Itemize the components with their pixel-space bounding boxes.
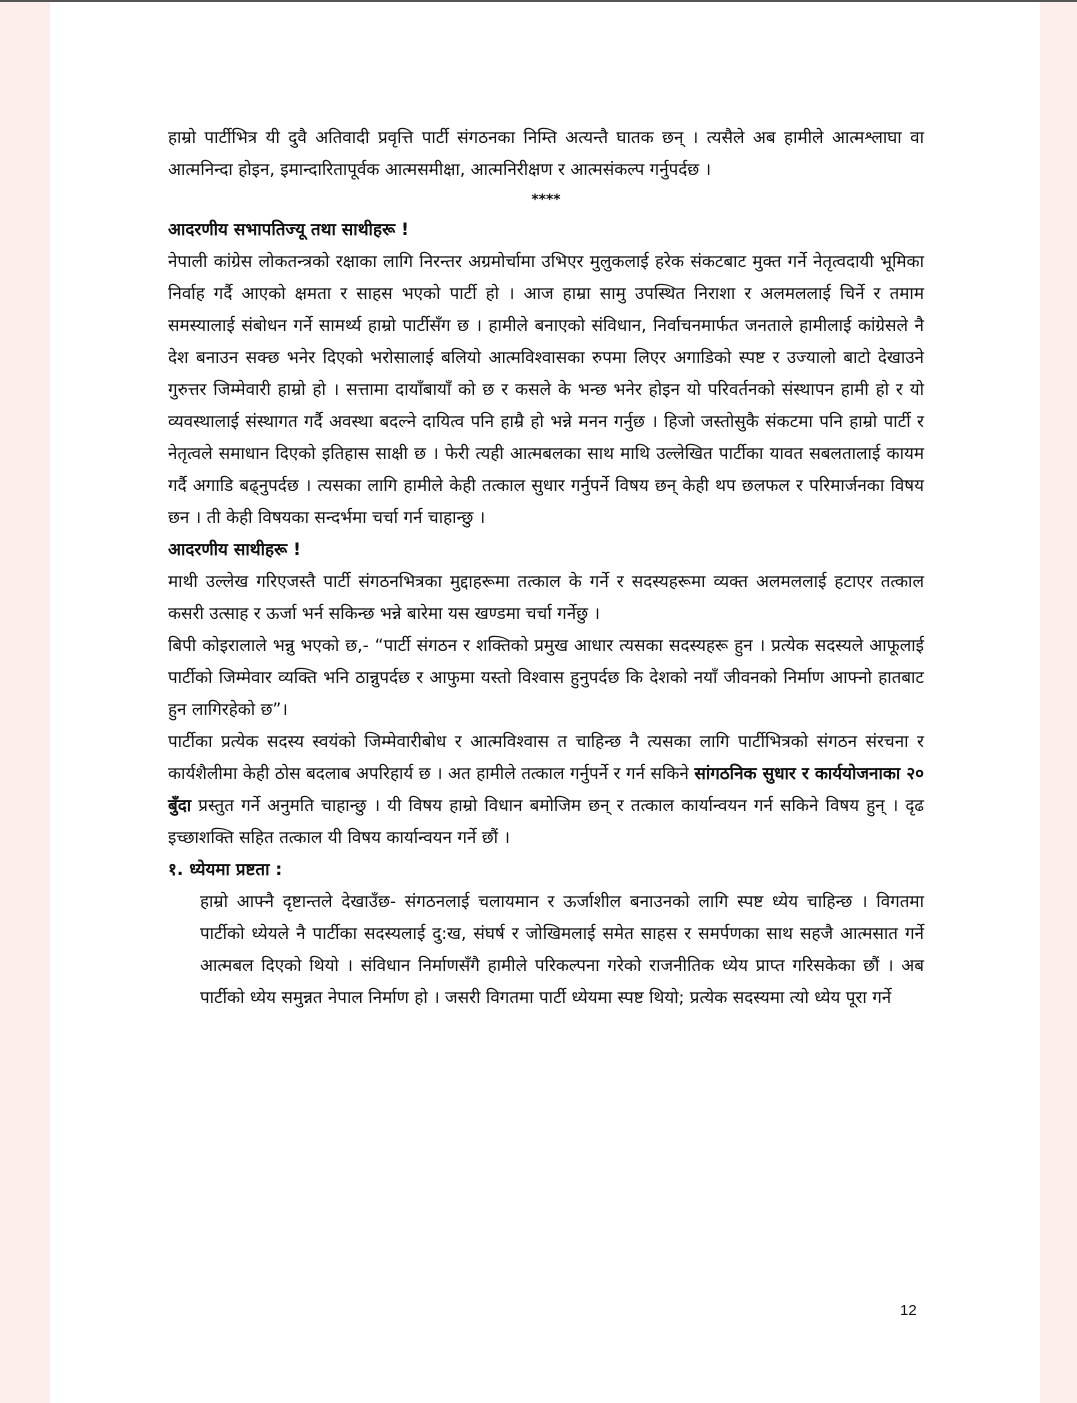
heading-section-1: १. ध्येयमा प्रष्टता : (168, 860, 283, 880)
paragraph-intro: हाम्रो पार्टीभित्र यी दुवै अतिवादी प्रवृत्ति पार्टी संगठनका निम्ति अत्यन्तै घातक छन् । त्यसैले अब हामीले आत्मश्लाघा वा आत्मनिन्दा होइन, इमान्दारितापूर्वक आत्मसमीक्षा, आत्मनिरीक्षण र आत्मसंकल्प गर्नुपर्दछ । (168, 128, 924, 180)
reform-text-before: पार्टीका प्रत्येक सदस्य स्वयंको जिम्मेवारीबोध र आत्मविश्वास त चाहिन्छ नै त्यसका लागि पार्टीभित्रको संगठन संरचना र कार्यशैलीमा केही ठोस बदलाब अपरिहार्य छ । अत हामीले तत्काल गर्नुपर्ने र गर्न सकिने (168, 732, 924, 784)
reform-text-bold: सांगठनिक सुधार र कार्ययोजनाका २० बुँदा (168, 764, 925, 816)
paragraph-bp-koirala-quote: बिपी कोइरालाले भन्नु भएको छ,- “पार्टी संगठन र शक्तिको प्रमुख आधार त्यसका सदस्यहरू हुन । प्रत्येक सदस्यले आफूलाई पार्टीको जिम्मेवार व्यक्ति भनि ठान्नुपर्दछ र आफुमा यस्तो विश्वास हुनुपर्दछ कि देशको नयाँ जीवनको निर्माण आफ्नो हातबाट हुन लागिरहेको छ”। (168, 636, 924, 720)
paragraph-reform-points (168, 726, 924, 854)
reform-text-after: प्रस्तुत गर्ने अनुमति चाहान्छु । यी विषय हाम्रो विधान बमोजिम छन् र तत्काल कार्यान्वयन गर्न सकिने विषय हुन् । दृढ इच्छाशक्ति सहित तत्काल यी विषय कार्यान्वयन गर्ने छौं । (168, 796, 924, 848)
section-separator: **** (531, 192, 561, 208)
document-page (50, 2, 1040, 1403)
paragraph-section-1: हाम्रो आफ्नै दृष्टान्तले देखाउँछ- संगठनलाई चलायमान र ऊर्जाशील बनाउनको लागि स्पष्ट ध्येय चाहिन्छ । विगतमा पार्टीको ध्येयले नै पार्टीका सदस्यलाई दु:ख, संघर्ष र जोखिमलाई समेत साहस र समर्पणका साथ सहजै आत्मसात गर्ने आत्मबल दिएको थियो । संविधान निर्माणसँगै हामीले परिकल्पना गरेको राजनीतिक ध्येय प्राप्त गरिसकेका छौं । अब पार्टीको ध्येय समुन्नत नेपाल निर्माण हो । जसरी विगतमा पार्टी ध्येयमा स्पष्ट थियो; प्रत्येक सदस्यमा त्यो ध्येय पूरा गर्ने (200, 892, 924, 1008)
page-content (168, 122, 924, 1014)
page-number: 12 (900, 1302, 917, 1319)
heading-respected-friends: आदरणीय साथीहरू ! (168, 540, 301, 560)
paragraph-section-intro: माथी उल्लेख गरिएजस्तै पार्टी संगठनभित्रका मुद्दाहरूमा तत्काल के गर्ने र सदस्यहरूमा व्यक्त अलमललाई हटाएर तत्काल कसरी उत्साह र ऊर्जा भर्न सकिन्छ भन्ने बारेमा यस खण्डमा चर्चा गर्नेछु । (168, 572, 924, 624)
paragraph-party-role: नेपाली कांग्रेस लोकतन्त्रको रक्षाका लागि निरन्तर अग्रमोर्चामा उभिएर मुलुकलाई हरेक संकटबाट मुक्त गर्ने नेतृत्वदायी भूमिका निर्वाह गर्दै आएको क्षमता र साहस भएको पार्टी हो । आज हाम्रा सामु उपस्थित निराशा र अलमललाई चिर्ने र तमाम समस्यालाई संबोधन गर्ने सामर्थ्य हाम्रो पार्टीसँग छ । हामीले बनाएको संविधान, निर्वाचनमार्फत जनताले हामीलाई कांग्रेसले नै देश बनाउन सक्छ भनेर दिएको भरोसालाई बलियो आत्मविश्वासका रुपमा लिएर अगाडिको स्पष्ट र उज्यालो बाटो देखाउने गुरुत्तर जिम्मेवारी हाम्रो हो । सत्तामा दायाँबायाँ को छ र कसले के भन्छ भनेर होइन यो परिवर्तनको संस्थापन हामी हो र यो व्यवस्थालाई संस्थागत गर्दै अवस्था बदल्ने दायित्व पनि हाम्रै हो भन्ने मनन गर्नुछ । हिजो जस्तोसुकै संकटमा पनि हाम्रो पार्टी र नेतृत्वले समाधान दिएको इतिहास साक्षी छ । फेरी त्यही आत्मबलका साथ माथि उल्लेखित पार्टीका यावत सबलतालाई कायम गर्दै अगाडि बढ्नुपर्दछ । त्यसका लागि हामीले केही तत्काल सुधार गर्नुपर्ने विषय छन् केही थप छलफल र परिमार्जनका विषय छन । ती केही विषयका सन्दर्भमा चर्चा गर्न चाहान्छु । (168, 252, 925, 528)
heading-chairman-and-friends: आदरणीय सभापतिज्यू तथा साथीहरू ! (168, 220, 409, 240)
